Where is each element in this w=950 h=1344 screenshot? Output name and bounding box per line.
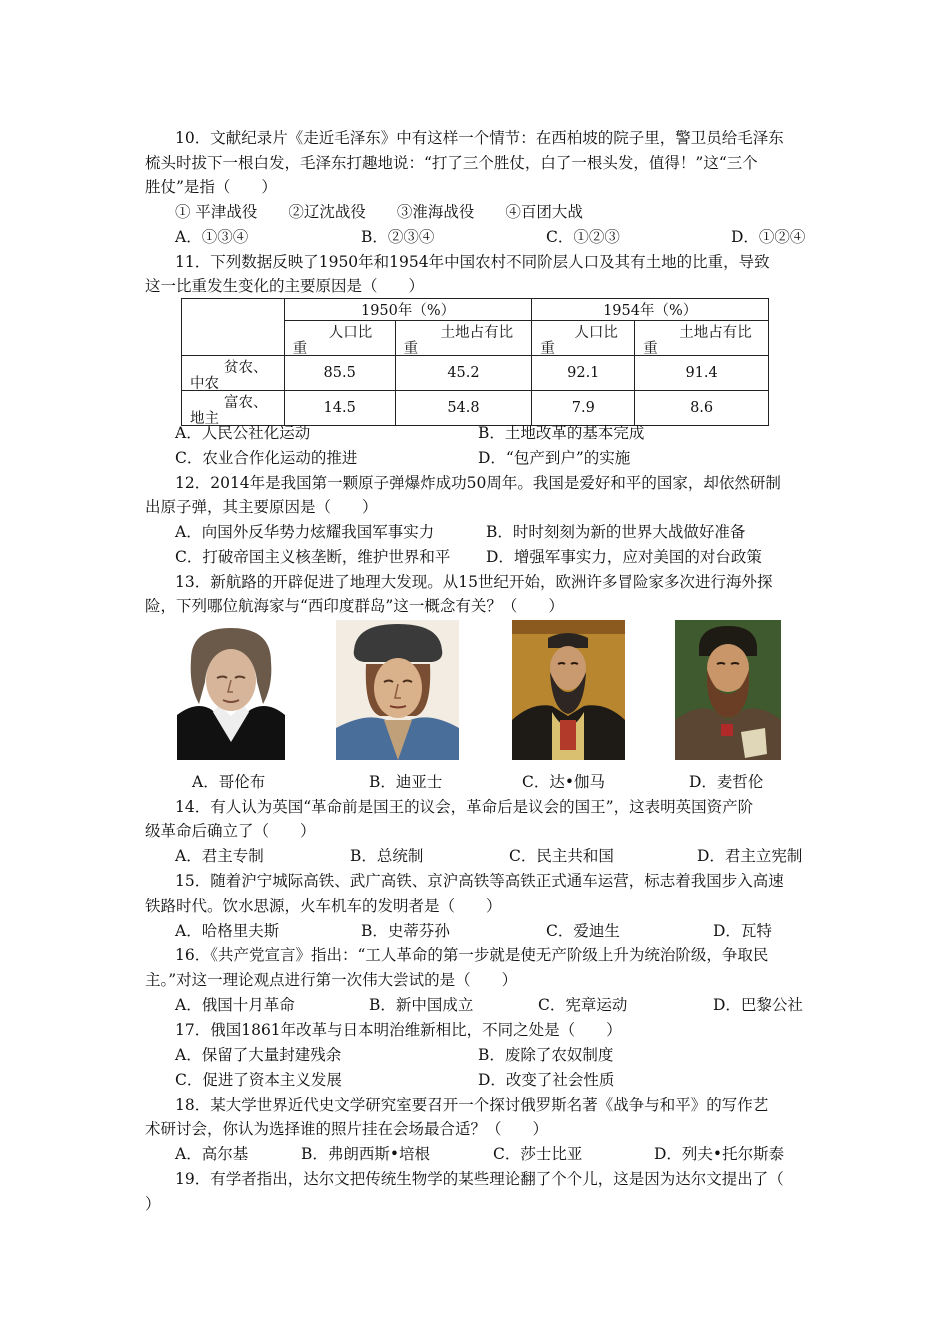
q19-stem-line1: 19．有学者指出，达尔文把传统生物学的某些理论翻了个个儿，这是因为达尔文提出了（	[175, 1170, 784, 1188]
q12-option-d: D．增强军事实力，应对美国的对台政策	[486, 548, 762, 566]
q12-stem-line2: 出原子弹，其主要原因是（ ）	[145, 498, 378, 516]
q16-option-d: D．巴黎公社	[713, 996, 803, 1014]
q10-items: ① 平津战役 ②辽沈战役 ③淮海战役 ④百团大战	[175, 203, 583, 221]
table-subheader-population-1954	[532, 321, 635, 356]
subheader-text-a: 人口比	[574, 325, 618, 341]
q16-option-c: C．宪章运动	[538, 996, 628, 1014]
table-cell: 92.1	[532, 356, 635, 391]
q15-stem-line2: 铁路时代。饮水思源，火车机车的发明者是（ ）	[145, 897, 502, 915]
q18-option-d: D．列夫•托尔斯泰	[654, 1145, 785, 1163]
row-label-text-b: 地主	[190, 411, 219, 427]
table-subheader-land-1950	[395, 321, 532, 356]
q14-stem-line2: 级革命后确立了（ ）	[145, 822, 316, 840]
q18-option-a: A．高尔基	[175, 1145, 249, 1163]
portrait-da-gama-image	[512, 620, 625, 760]
table-cell: 14.5	[284, 391, 395, 426]
land-ratio-table	[181, 298, 769, 426]
q10-stem-line2: 梳头时拔下一根白发，毛泽东打趣地说：“打了三个胜仗，白了一根头发，值得！”这“三个	[145, 154, 758, 172]
subheader-text-a: 土地占有比	[440, 325, 514, 341]
table-cell: 45.2	[395, 356, 532, 391]
subheader-text-a: 人口比	[328, 325, 373, 341]
portrait-dias-image	[336, 620, 459, 760]
table-cell: 91.4	[635, 356, 769, 391]
q13-option-b: B．迪亚士	[369, 773, 443, 791]
table-cell: 54.8	[395, 391, 532, 426]
table-cell: 8.6	[635, 391, 769, 426]
q13-option-d: D．麦哲伦	[689, 773, 764, 791]
table-header-1950: 1950年（%）	[284, 299, 532, 321]
q16-stem-line2: 主。”对这一理论观点进行第一次伟大尝试的是（ ）	[145, 971, 518, 989]
q19-stem-line2: ）	[145, 1195, 161, 1213]
q12-stem-line1: 12．2014年是我国第一颗原子弹爆炸成功50周年。我国是爱好和平的国家，却依然研制	[175, 474, 781, 492]
q16-stem-line1: 16．《共产党宣言》指出：“工人革命的第一步就是使无产阶级上升为统治阶级，争取民	[175, 946, 769, 964]
subheader-text-b: 重	[403, 341, 419, 357]
q11-stem-line1: 11．下列数据反映了1950年和1954年中国农村不同阶层人口及其有土地的比重，导致	[175, 253, 770, 271]
q14-option-c: C．民主共和国	[509, 847, 614, 865]
q15-option-d: D．瓦特	[713, 922, 772, 940]
table-corner-cell	[182, 299, 285, 356]
subheader-text-b: 重	[643, 341, 658, 357]
q18-option-c: C．莎士比亚	[493, 1145, 583, 1163]
q17-option-b: B．废除了农奴制度	[478, 1046, 614, 1064]
table-subheader-land-1954	[635, 321, 769, 356]
q11-option-a: A．人民公社化运动	[175, 424, 311, 442]
q10-option-c: C．①②③	[546, 228, 620, 246]
q18-stem-line2: 术研讨会，你认为选择谁的照片挂在会场最合适？（ ）	[145, 1120, 549, 1138]
q12-option-a: A．向国外反华势力炫耀我国军事实力	[175, 523, 435, 541]
q14-option-a: A．君主专制	[175, 847, 264, 865]
table-cell: 85.5	[284, 356, 395, 391]
subheader-text-a: 土地占有比	[679, 325, 752, 341]
q15-option-b: B．史蒂芬孙	[361, 922, 450, 940]
q16-option-b: B．新中国成立	[369, 996, 474, 1014]
row-label-text-a: 贫农、	[224, 360, 268, 376]
q13-option-c: C．达•伽马	[522, 773, 606, 791]
subheader-text-b: 重	[540, 341, 555, 357]
table-cell: 7.9	[532, 391, 635, 426]
table-subheader-population-1950	[284, 321, 395, 356]
q18-stem-line1: 18．某大学世界近代史文学研究室要召开一个探讨俄罗斯名著《战争与和平》的写作艺	[175, 1096, 769, 1114]
q11-option-d: D．“包产到户”的实施	[478, 449, 631, 467]
table-row	[182, 356, 769, 391]
row-label-poor-middle-peasants	[182, 356, 285, 391]
q17-option-c: C．促进了资本主义发展	[175, 1071, 342, 1089]
portrait-magellan-image	[675, 620, 781, 760]
q15-stem-line1: 15．随着沪宁城际高铁、武广高铁、京沪高铁等高铁正式通车运营，标志着我国步入高速	[175, 872, 784, 890]
row-label-text-b: 中农	[190, 376, 219, 392]
table-header-1954: 1954年（%）	[532, 299, 769, 321]
q18-option-b: B．弗朗西斯•培根	[301, 1145, 431, 1163]
q10-option-a: A．①③④	[175, 228, 249, 246]
q13-stem-line1: 13．新航路的开辟促进了地理大发现。从15世纪开始，欧洲许多冒险家多次进行海外探	[175, 573, 773, 591]
q11-option-c: C．农业合作化运动的推进	[175, 449, 358, 467]
portrait-columbus-image	[177, 620, 285, 760]
subheader-text-b: 重	[292, 341, 308, 357]
q14-option-b: B．总统制	[350, 847, 424, 865]
q10-stem-line3: 胜仗”是指（ ）	[145, 178, 277, 196]
q15-option-a: A．哈格里夫斯	[175, 922, 280, 940]
q12-option-b: B．时时刻刻为新的世界大战做好准备	[486, 523, 746, 541]
q16-option-a: A．俄国十月革命	[175, 996, 295, 1014]
q10-option-d: D．①②④	[731, 228, 806, 246]
q10-option-b: B．②③④	[361, 228, 435, 246]
q13-stem-line2: 险，下列哪位航海家与“西印度群岛”这一概念有关？（ ）	[145, 597, 564, 615]
q14-stem-line1: 14．有人认为英国“革命前是国王的议会，革命后是议会的国王”，这表明英国资产阶	[175, 798, 754, 816]
q17-stem-line1: 17．俄国1861年改革与日本明治维新相比，不同之处是（ ）	[175, 1021, 622, 1039]
q17-option-d: D．改变了社会性质	[478, 1071, 615, 1089]
q12-option-c: C．打破帝国主义核垄断，维护世界和平	[175, 548, 451, 566]
q14-option-d: D．君主立宪制	[697, 847, 803, 865]
row-label-text-a: 富农、	[224, 395, 268, 411]
q17-option-a: A．保留了大量封建残余	[175, 1046, 342, 1064]
q13-option-a: A．哥伦布	[192, 773, 266, 791]
q11-stem-line2: 这一比重发生变化的主要原因是（ ）	[145, 277, 425, 295]
q10-stem-line1: 10．文献纪录片《走近毛泽东》中有这样一个情节：在西柏坡的院子里，警卫员给毛泽东	[175, 129, 784, 147]
q11-option-b: B．土地改革的基本完成	[478, 424, 645, 442]
q15-option-c: C．爱迪生	[546, 922, 620, 940]
